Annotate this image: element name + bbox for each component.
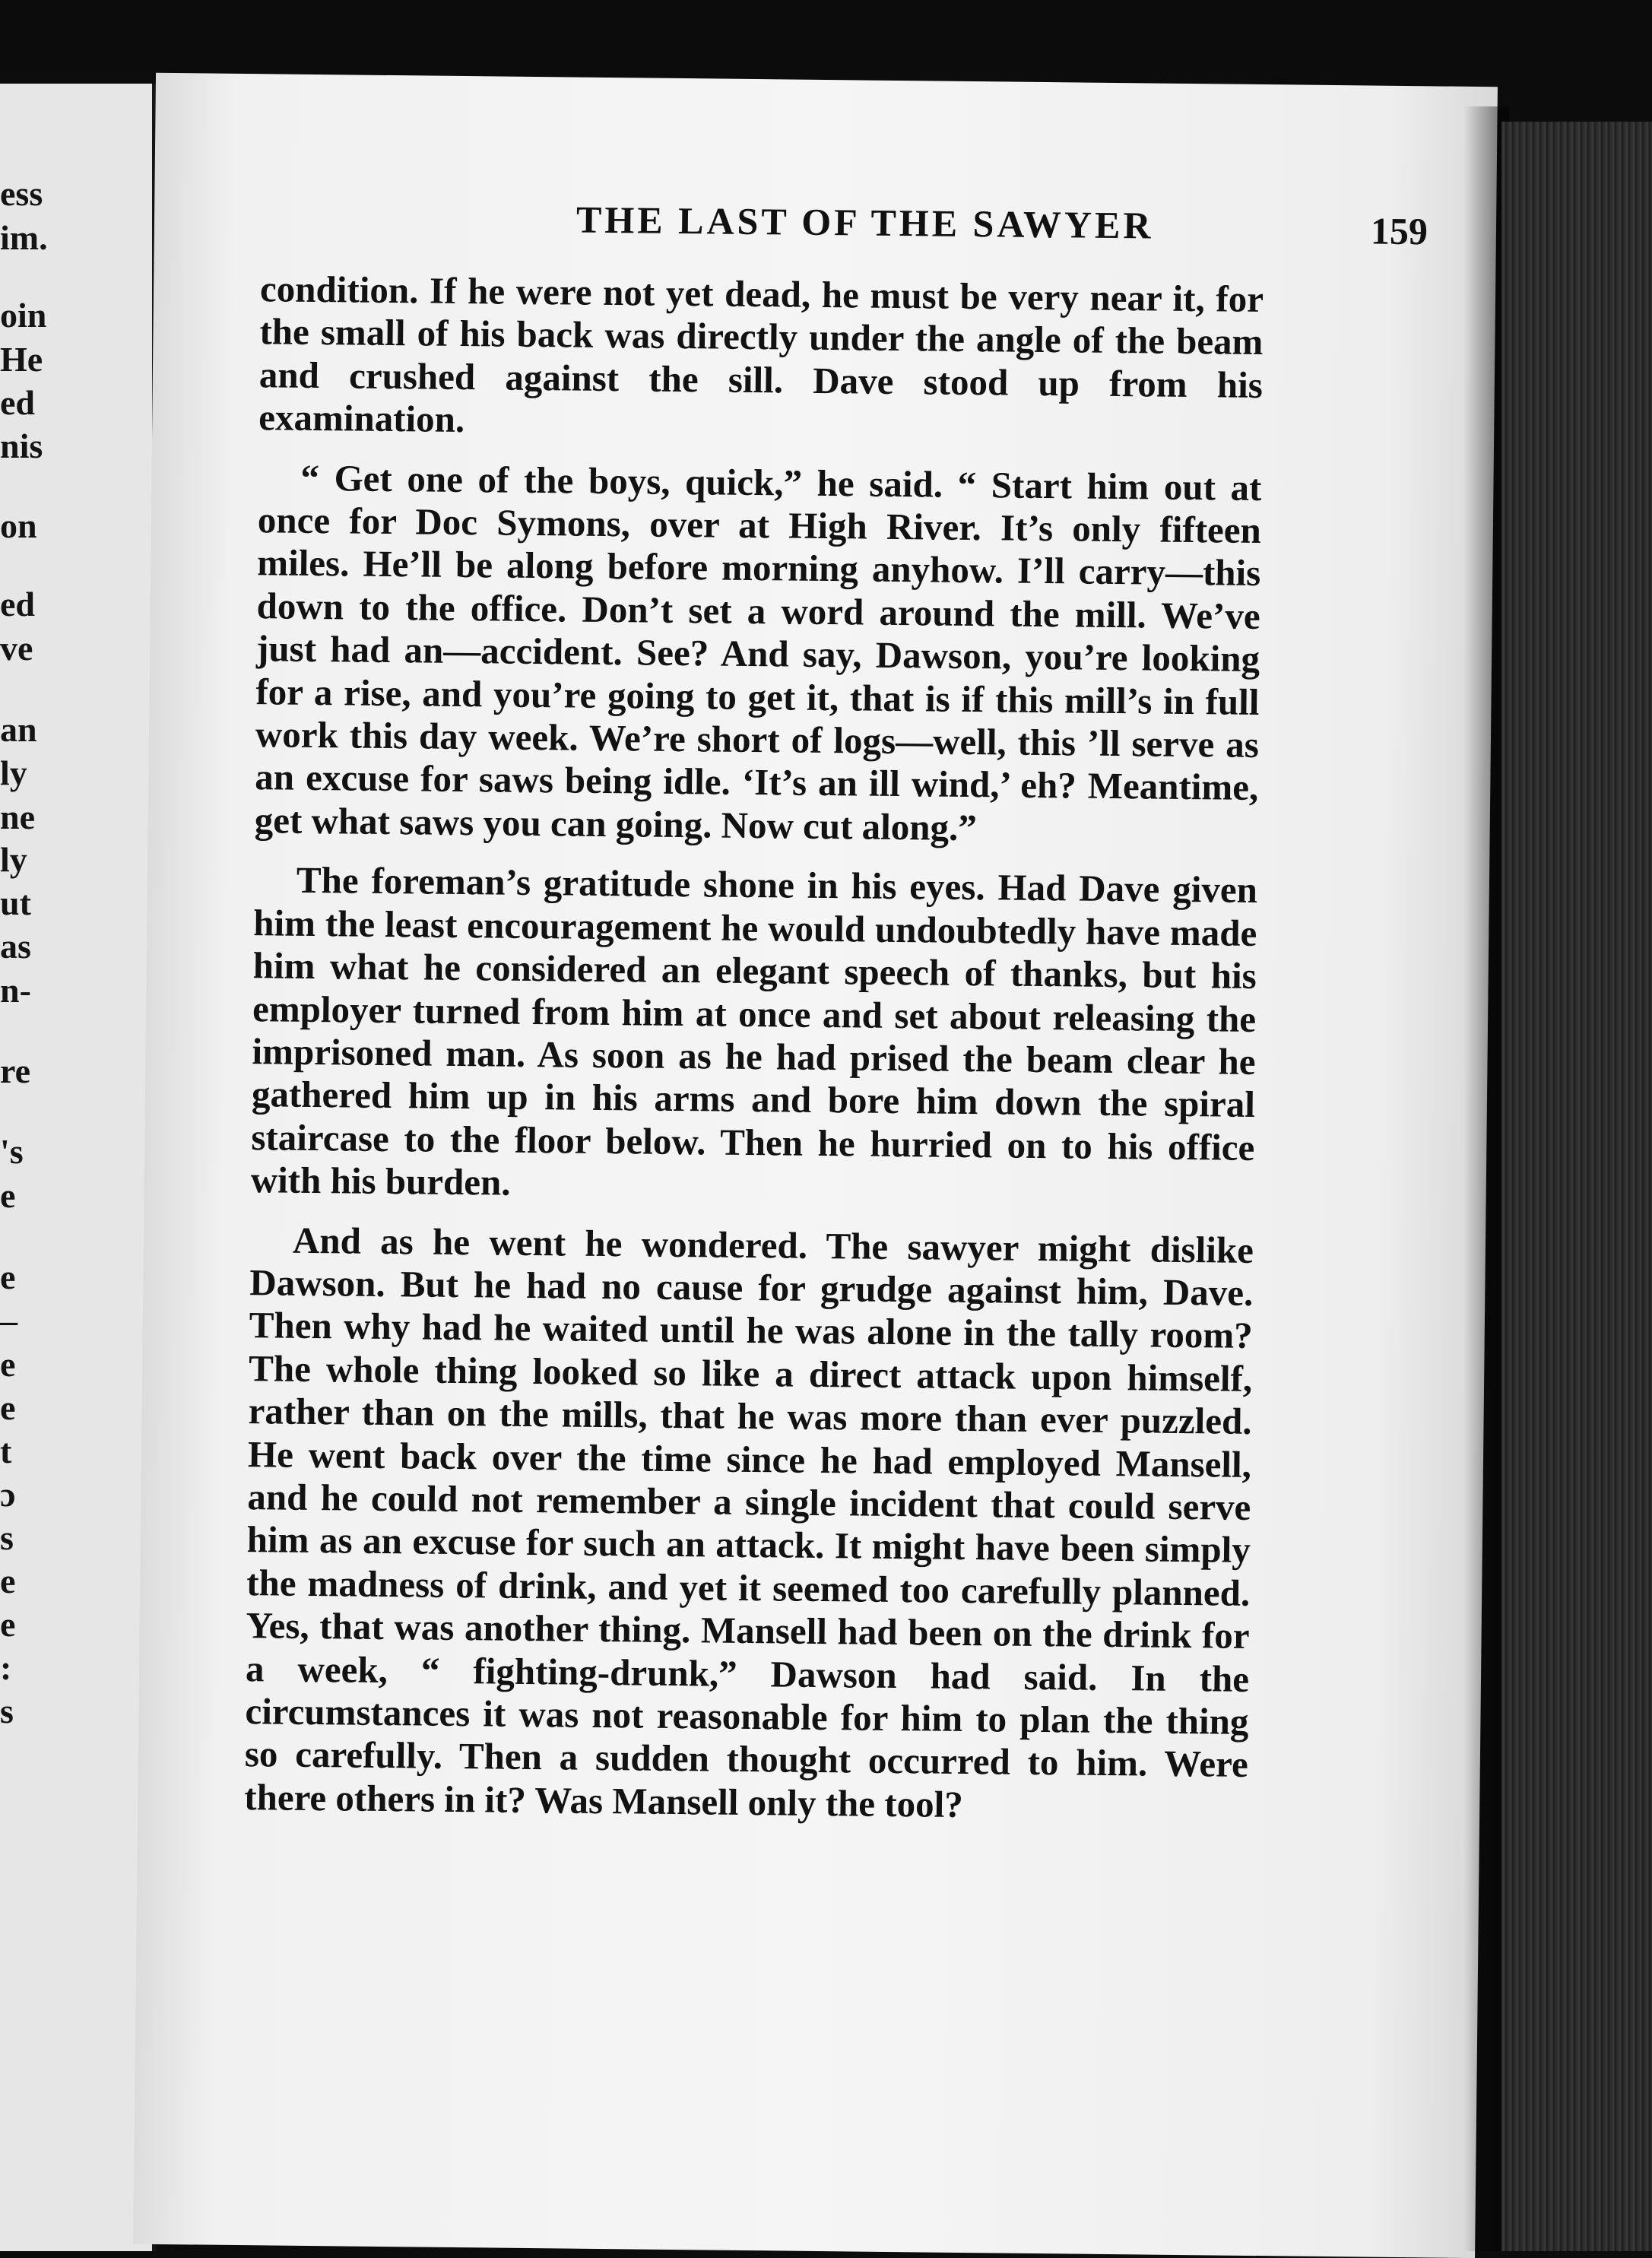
left-page-fragment: nis bbox=[0, 427, 43, 465]
left-page-fragment: ly bbox=[0, 840, 27, 879]
left-page-fragment: ly bbox=[0, 753, 27, 792]
left-page-fragment: e bbox=[0, 1605, 16, 1644]
paragraph-4: And as he went he wondered. The sawyer might dislike Dawson. But he had no cause for grudge against him, Dave. Then why had he waited until he was alone in the tally room? The whole thing looked so like a direct attack upon himself, rather than on the mills, that he was more than ever puzzled. He went back over the time since he had employed Mansell, and he could not remember a single incident that could serve him as an excuse for such an attack. It might have been simply the madness of drink, and yet it seemed too carefully planned. Yes, that was another thing. Mansell had been on the drink for a week, “ fighting-drunk,” Dawson had said. In the circumstances it was not reasonable for him to plan the thing so carefully. Then a sudden thought occurred to him. Were there others in it? Was Mansell only the tool? bbox=[244, 1219, 1254, 1825]
left-page-text-fragments bbox=[0, 84, 152, 2251]
left-page-fragment: ed bbox=[0, 585, 35, 623]
left-page-fragment: He bbox=[0, 340, 43, 379]
page-number: 159 bbox=[1370, 209, 1428, 253]
book-page-edge bbox=[1501, 122, 1652, 2251]
left-page-fragment: e bbox=[0, 1176, 16, 1215]
left-page-fragment: s bbox=[0, 1518, 14, 1557]
left-page-fragment: ne bbox=[0, 798, 35, 836]
left-page-fragment: ed bbox=[0, 383, 35, 422]
left-page-fragment: – bbox=[0, 1301, 17, 1340]
paragraph-3: The foreman’s gratitude shone in his eyes. Had Dave given him the least encouragement he would undoubtedly have made him what he considered an elegant speech of thanks, but his employer turned from him at once and set about releasing the imprisoned man. As soon as he had prised the beam clear he gathered him up in his arms and bore him down the spiral staircase to the floor below. Then he hurried on to his office with his burden. bbox=[250, 859, 1258, 1204]
left-page-fragment: e bbox=[0, 1257, 16, 1296]
running-head bbox=[424, 189, 1428, 261]
left-page-fragment: n- bbox=[0, 971, 31, 1010]
left-page-fragment: ve bbox=[0, 629, 33, 668]
left-page-fragment: as bbox=[0, 927, 31, 966]
left-page-fragment: 's bbox=[0, 1132, 24, 1171]
left-page-fragment: t bbox=[0, 1432, 12, 1470]
left-page-fragment: re bbox=[0, 1051, 31, 1090]
left-page-fragment: s bbox=[0, 1692, 14, 1730]
left-facing-page bbox=[0, 84, 157, 2251]
left-page-fragment: : bbox=[0, 1648, 12, 1687]
left-page-fragment: e bbox=[0, 1562, 16, 1600]
left-page-fragment: e bbox=[0, 1388, 16, 1427]
body-text bbox=[244, 268, 1264, 1846]
left-page-fragment: on bbox=[0, 506, 37, 545]
left-page-fragment: im. bbox=[0, 218, 48, 257]
left-page-fragment: oin bbox=[0, 296, 47, 335]
left-page-fragment: an bbox=[0, 710, 37, 749]
book-page bbox=[133, 73, 1498, 2258]
paragraph-2: “ Get one of the boys, quick,” he said. “ Start him out at once for Doc Symons, over at High River. It’s only fifteen miles. He’ll be along before morning anyhow. I’ll carry—this down to the office. Don’t set a word around the mill. We’ve just had an—accident. See? And say, Dawson, you’re looking for a rise, and you’re going to get it, that is if this mill’s in full work this day week. We’re short of logs—well, this ’ll serve as an excuse for saws being idle. ‘It’s an ill wind,’ eh? Meantime, get what saws you can going. Now cut along.” bbox=[254, 456, 1262, 848]
running-title: THE LAST OF THE SAWYER bbox=[576, 198, 1154, 247]
left-page-fragment: ess bbox=[0, 174, 43, 213]
left-page-fragment: ɔ bbox=[0, 1475, 16, 1514]
left-page-fragment: ut bbox=[0, 883, 31, 922]
left-page-fragment: e bbox=[0, 1345, 16, 1384]
paragraph-1: condition. If he were not yet dead, he must be very near it, for the small of his back was directly under the angle of the beam and crushed against the sill. Dave stood up from his examination. bbox=[258, 268, 1264, 441]
